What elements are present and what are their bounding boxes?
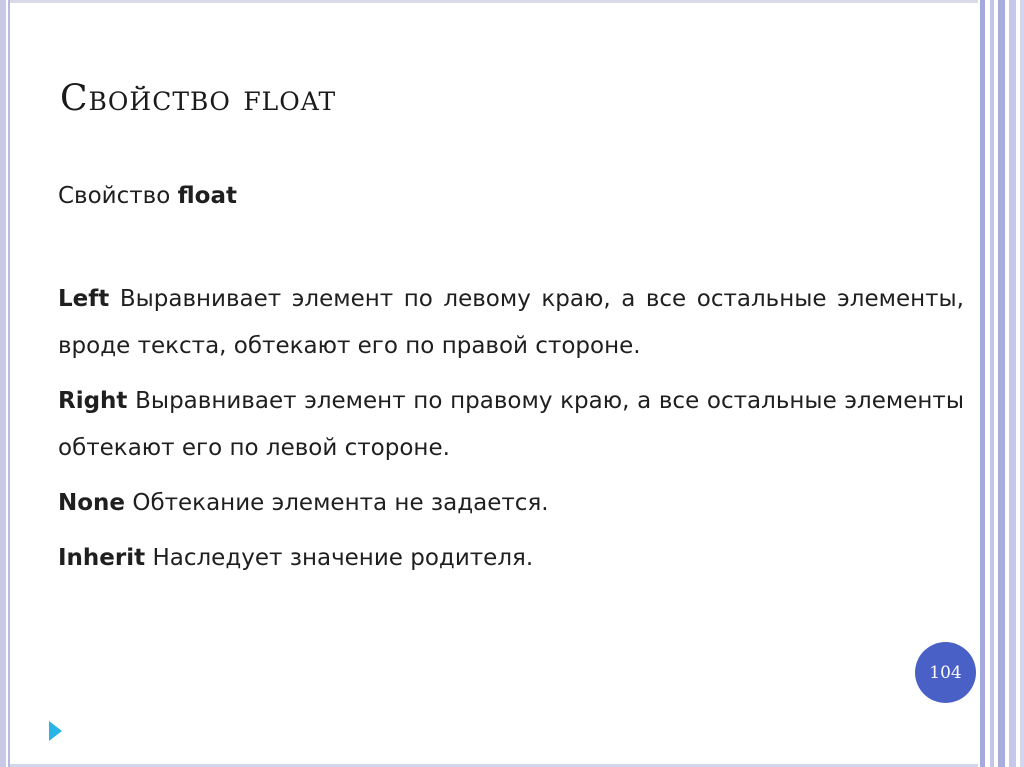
page-number: 104 (929, 662, 962, 683)
definition-text: Наследует значение родителя. (145, 545, 534, 571)
definition-term: Inherit (58, 545, 146, 571)
definition-text: Обтекание элемента не задается. (125, 490, 549, 516)
intro-text: Свойство (58, 183, 178, 209)
definition-term: Right (58, 388, 128, 414)
decorative-stripes (978, 0, 1024, 767)
intro-line (58, 178, 964, 214)
slide-title: Свойство float (60, 78, 337, 119)
definition-inherit (58, 535, 964, 582)
definition-left (58, 276, 964, 370)
definition-right (58, 378, 964, 472)
definition-term: Left (58, 286, 110, 312)
play-arrow-icon[interactable] (49, 721, 62, 741)
slide-body (58, 178, 964, 590)
frame-top-border (0, 0, 1024, 3)
intro-keyword: float (177, 183, 237, 209)
frame-left-border (0, 0, 10, 767)
definition-text: Выравнивает элемент по левому краю, а все остальные элементы, вроде текста, обтекают его по правой стороне. (58, 286, 964, 359)
definition-none (58, 480, 964, 527)
page-number-badge (915, 642, 976, 703)
definition-term: None (58, 490, 126, 516)
definition-text: Выравнивает элемент по правому краю, а все остальные элементы обтекают его по левой стороне. (58, 388, 964, 461)
